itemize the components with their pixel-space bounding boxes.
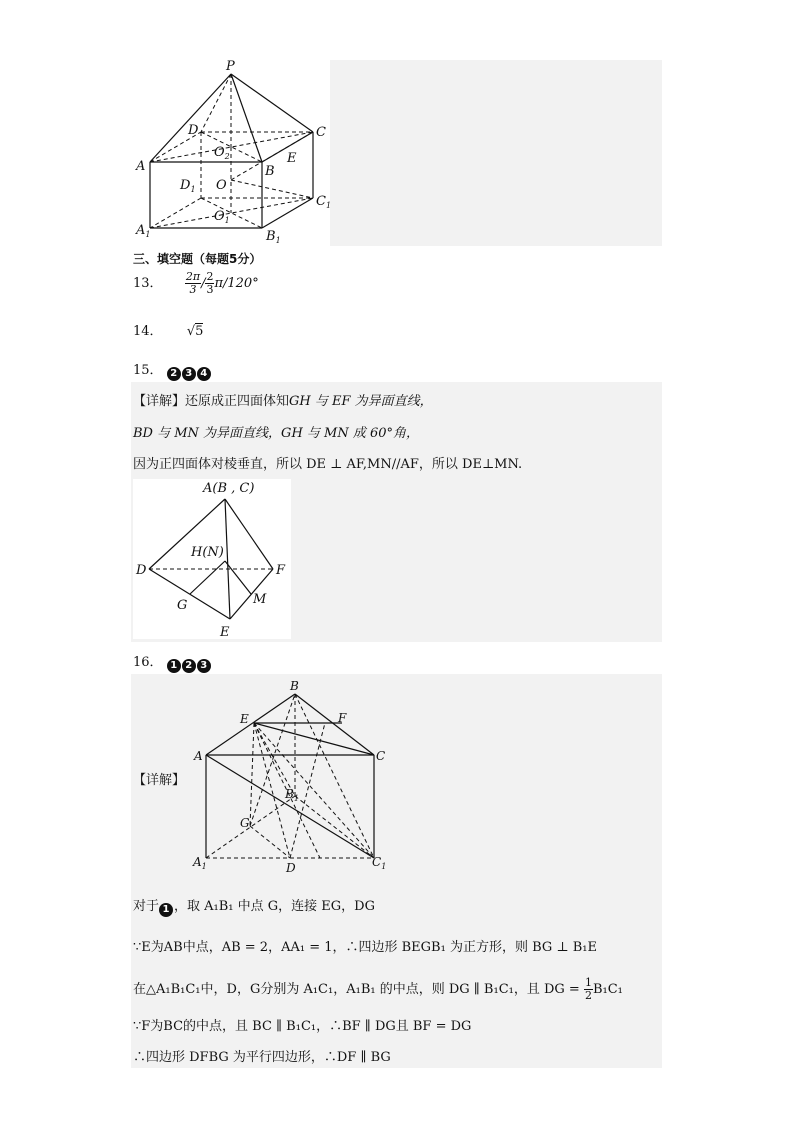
section-title: 三、填空题（每题5分） bbox=[133, 252, 262, 266]
label-F2: F bbox=[276, 563, 286, 578]
q16-step1: 对于 1 ，取 A₁B₁ 中点 G，连接 EG，DG bbox=[133, 899, 375, 915]
circled-1-icon: 1 bbox=[167, 659, 181, 673]
label-B: B bbox=[265, 164, 275, 179]
label-C: C bbox=[316, 125, 326, 140]
q15-answer bbox=[133, 359, 212, 381]
label-B3: B bbox=[290, 679, 299, 693]
q13-sep: / bbox=[201, 276, 206, 291]
label-C1: $C_1$ bbox=[316, 194, 332, 210]
q16-answer bbox=[133, 651, 212, 673]
label-A: A bbox=[136, 159, 146, 174]
label-D: D bbox=[188, 123, 199, 138]
tetrahedron-figure bbox=[133, 479, 291, 639]
q15-line2: BD 与 MN 为异面直线，GH 与 MN 成 60°角， bbox=[133, 426, 420, 441]
label-P: P bbox=[226, 59, 235, 74]
q15-number: 15． bbox=[133, 363, 163, 378]
q13-answer bbox=[133, 271, 259, 296]
q15-line3: 因为正四面体对棱垂直，所以 DE ⊥ AF,MN//AF，所以 DE⊥MN. bbox=[133, 457, 523, 472]
label-O1: $O_1$ bbox=[214, 209, 230, 225]
circled-3-icon: 3 bbox=[197, 659, 211, 673]
label-O: O bbox=[216, 178, 227, 193]
circled-4-icon: 4 bbox=[197, 367, 211, 381]
q16-step2: ∵E为AB中点，AB = 2，AA₁ = 1，∴四边形 BEGB₁ 为正方形，则 BG ⊥ B₁E bbox=[133, 940, 598, 955]
label-E: E bbox=[287, 151, 297, 166]
circled-1-icon: 1 bbox=[159, 903, 173, 917]
label-D2: D bbox=[136, 563, 147, 578]
figure-1-gray-panel bbox=[330, 60, 662, 246]
q14-radicand: 5 bbox=[195, 324, 204, 339]
q14-number: 14． bbox=[133, 324, 163, 339]
label-M2: M bbox=[253, 592, 267, 607]
label-A3: A bbox=[194, 749, 203, 763]
label-E3: E bbox=[240, 712, 249, 726]
label-B1-3: $B_1$ bbox=[285, 787, 299, 803]
circled-2-icon: 2 bbox=[182, 659, 196, 673]
label-D3: D bbox=[286, 861, 296, 875]
label-A1-3: $A_1$ bbox=[193, 855, 207, 871]
q16-number: 16． bbox=[133, 655, 163, 670]
label-D1: $D_1$ bbox=[180, 178, 196, 194]
label-B1: $B_1$ bbox=[266, 229, 281, 245]
q16-step3: 在△A₁B₁C₁中，D，G分别为 A₁C₁，A₁B₁ 的中点，则 DG ∥ B₁C₁，且 DG = $\frac{1}{2}$ B₁C₁ bbox=[133, 976, 623, 1002]
q13-tail: π/120° bbox=[214, 276, 259, 291]
q15-line1: 【详解】还原成正四面体知GH 与 EF 为异面直线， bbox=[133, 394, 433, 409]
circled-2-icon: 2 bbox=[167, 367, 181, 381]
q16-step4: ∵F为BC的中点，且 BC ∥ B₁C₁，∴BF ∥ DG且 BF = DG bbox=[133, 1019, 472, 1034]
q13-frac-a: $\frac{2\pi}{3}$ bbox=[185, 270, 201, 296]
q16-frac-half: $\frac{1}{2}$ bbox=[584, 976, 592, 1002]
label-O2: $O_2$ bbox=[214, 145, 230, 161]
prism-figure bbox=[190, 676, 390, 880]
q13-frac-b: $\frac{2}{3}$ bbox=[206, 270, 214, 296]
q16-detail-label: 【详解】 bbox=[133, 773, 186, 788]
circled-3-icon: 3 bbox=[182, 367, 196, 381]
label-F3: F bbox=[338, 711, 347, 725]
label-A-BC: A(B , C) bbox=[203, 481, 255, 496]
label-G2: G bbox=[177, 598, 188, 613]
q14-answer bbox=[133, 320, 203, 339]
label-H-N: H(N) bbox=[191, 545, 224, 560]
sqrt-symbol-icon: √ bbox=[186, 324, 196, 339]
label-C3: C bbox=[376, 749, 386, 763]
q13-number: 13． bbox=[133, 276, 163, 291]
label-E2: E bbox=[220, 625, 230, 640]
pyramid-prism-figure bbox=[130, 58, 330, 248]
label-G3: G bbox=[240, 816, 250, 830]
label-A1: $A_1$ bbox=[136, 223, 151, 239]
q16-step5: ∴四边形 DFBG 为平行四边形，∴DF ∥ BG bbox=[133, 1050, 391, 1065]
label-C1-3: $C_1$ bbox=[372, 855, 387, 871]
